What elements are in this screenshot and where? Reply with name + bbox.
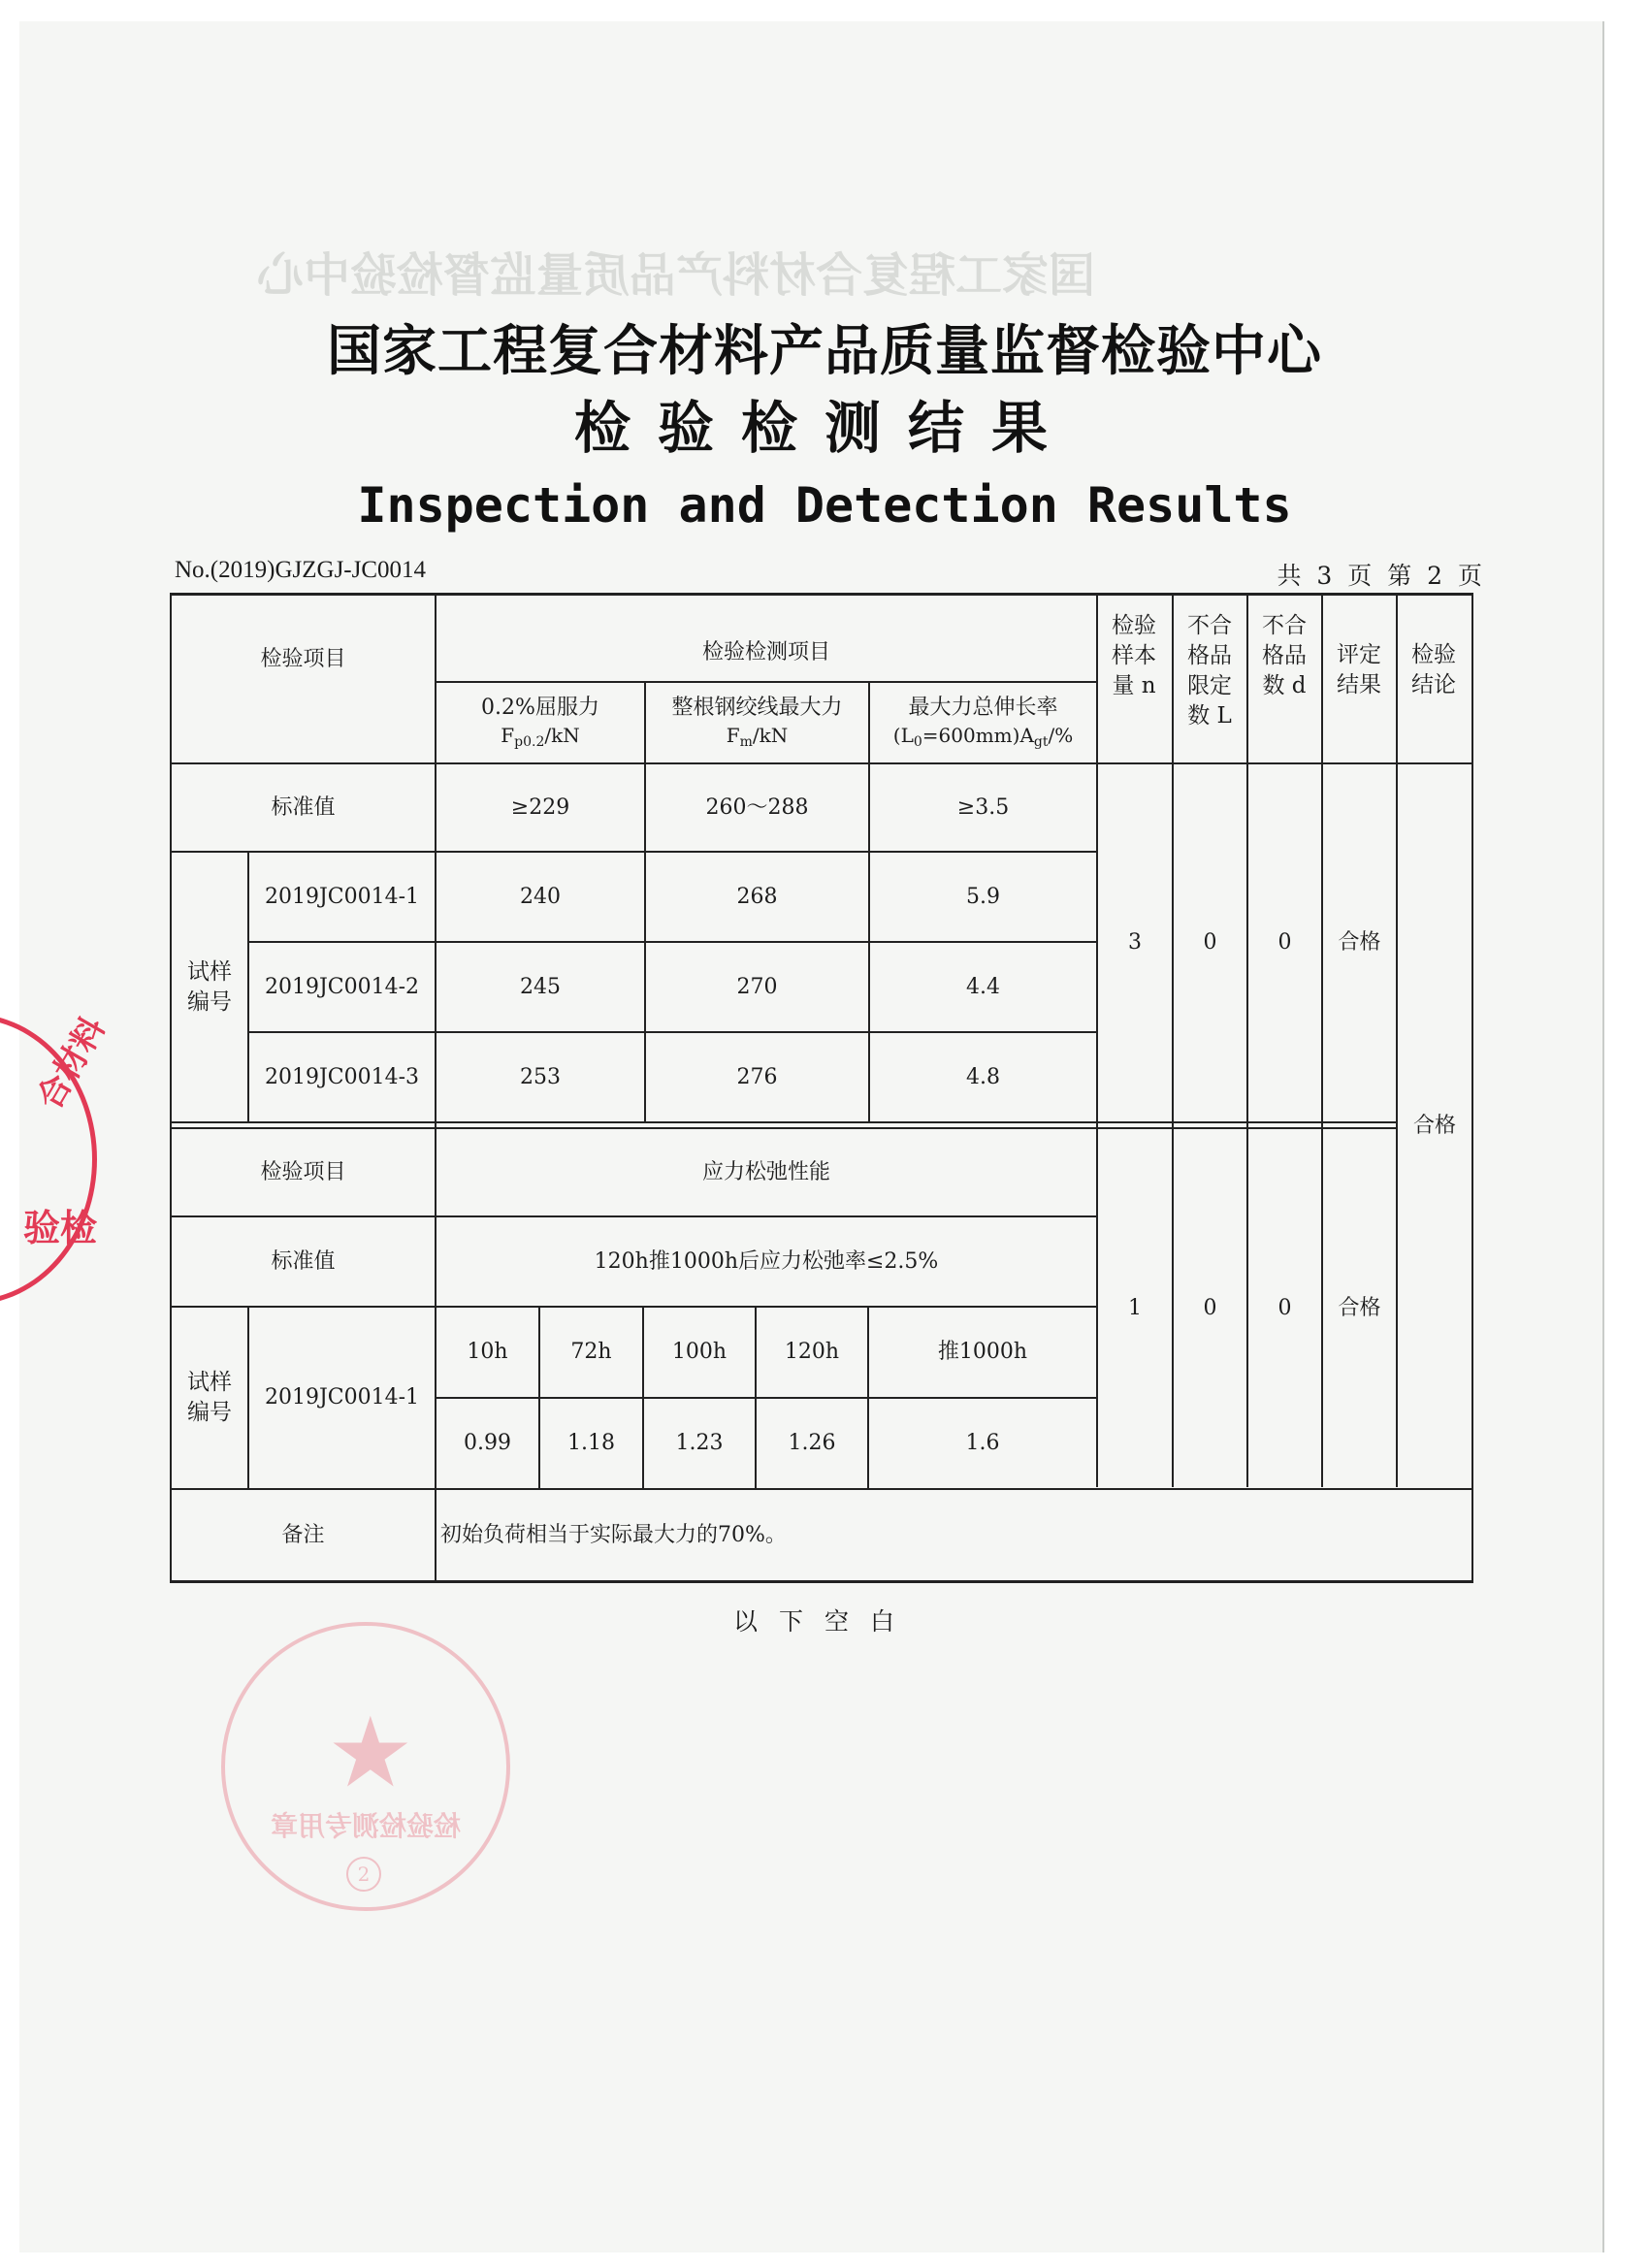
sample-elongation: 4.4 <box>966 974 1000 999</box>
relaxation-standard-value: 120h推1000h后应力松弛率≤2.5% <box>594 1248 939 1274</box>
time-header-1000h: 推1000h <box>937 1340 1028 1365</box>
sample-elongation: 5.9 <box>966 884 1000 909</box>
relaxation-item-label: 检验项目 <box>260 1159 346 1184</box>
reject-count-d: 0 <box>1277 930 1292 956</box>
remarks-text: 初始负荷相当于实际最大力的70%。 <box>440 1522 787 1547</box>
relaxation-value-100h: 1.23 <box>675 1431 724 1456</box>
col-header-reject-count: 不合格品数 d <box>1262 613 1307 699</box>
sample-id: 2019JC0014-3 <box>264 1064 420 1089</box>
standard-max-force: 260～288 <box>705 794 809 820</box>
remarks-label: 备注 <box>281 1522 325 1547</box>
relaxation-value-10h: 0.99 <box>464 1431 511 1456</box>
relaxation-reject-limit-l: 0 <box>1203 1296 1217 1321</box>
relaxation-item-value: 应力松弛性能 <box>701 1159 830 1184</box>
sample-label: 试样编号 <box>187 958 232 1015</box>
sample-yield: 245 <box>520 974 561 999</box>
sample-yield: 240 <box>520 884 561 909</box>
seal-number: 2 <box>346 1857 381 1892</box>
relaxation-sample-label: 试样编号 <box>187 1369 232 1425</box>
reject-limit-l: 0 <box>1203 930 1217 956</box>
sample-size-n: 3 <box>1128 930 1142 956</box>
col-header-yield-force: 0.2%屈服力 $F_{p0.2}/kN$ <box>481 696 599 750</box>
sample-max-force: 268 <box>736 884 778 909</box>
col-header-conclusion: 检验结论 <box>1411 642 1456 698</box>
blank-below-note: 以下空白 <box>732 1607 916 1636</box>
col-header-elongation: 最大力总伸长率 $(L_0=600mm)A_{gt}/\%$ <box>892 696 1074 750</box>
evaluation-result: 合格 <box>1338 930 1381 956</box>
relaxation-sample-size-n: 1 <box>1128 1296 1142 1321</box>
relaxation-reject-count-d: 0 <box>1277 1296 1292 1321</box>
time-header-72h: 72h <box>570 1340 612 1365</box>
org-title: 国家工程复合材料产品质量监督检验中心 <box>327 320 1322 383</box>
doc-title-en: Inspection and Detection Results <box>357 477 1292 534</box>
sample-id: 2019JC0014-1 <box>264 884 420 909</box>
standard-elongation: ≥3.5 <box>956 794 1010 820</box>
bleedthrough-title: 国家工程复合材料产品质量监督检验中心 <box>257 248 1096 303</box>
overall-conclusion: 合格 <box>1412 1114 1456 1139</box>
sample-id: 2019JC0014-2 <box>264 974 420 999</box>
star-icon: ★ <box>327 1696 414 1809</box>
relaxation-value-1000h: 1.6 <box>965 1431 1000 1456</box>
item-label-header: 检验项目 <box>260 646 346 671</box>
col-header-evaluation: 评定结果 <box>1337 642 1381 698</box>
col-header-reject-limit: 不合格品限定数 L <box>1187 613 1232 729</box>
sample-max-force: 276 <box>736 1064 778 1089</box>
sample-max-force: 270 <box>736 974 778 999</box>
report-number: No.(2019)GJZGJ-JC0014 <box>175 557 427 583</box>
seal-text-bottom: 验检 <box>23 1207 98 1249</box>
group-header: 检验检测项目 <box>701 639 830 664</box>
doc-title-cn: 检验检测结果 <box>573 395 1075 461</box>
relaxation-evaluation: 合格 <box>1338 1296 1381 1321</box>
relaxation-sample-id: 2019JC0014-1 <box>264 1385 420 1410</box>
sample-elongation: 4.8 <box>966 1064 1000 1089</box>
time-header-10h: 10h <box>467 1340 508 1365</box>
relaxation-value-72h: 1.18 <box>567 1431 615 1456</box>
time-header-100h: 100h <box>671 1340 728 1365</box>
col-header-sample-size: 检验样本量 n <box>1112 613 1156 699</box>
sample-yield: 253 <box>520 1064 561 1089</box>
standard-label: 标准值 <box>271 794 336 820</box>
time-header-120h: 120h <box>784 1340 840 1365</box>
seal-text: 检验检测专用章 <box>271 1810 462 1842</box>
col-header-max-force: 整根钢绞线最大力 $F_m/kN$ <box>671 696 843 750</box>
relaxation-standard-label: 标准值 <box>271 1248 336 1274</box>
page-indicator: 共 3 页 第 2 页 <box>1277 562 1486 590</box>
standard-yield: ≥229 <box>510 794 570 820</box>
seal-text-top: 合材料 <box>30 1011 113 1117</box>
relaxation-value-120h: 1.26 <box>788 1431 836 1456</box>
official-seal-bleedthrough <box>221 1622 510 1911</box>
